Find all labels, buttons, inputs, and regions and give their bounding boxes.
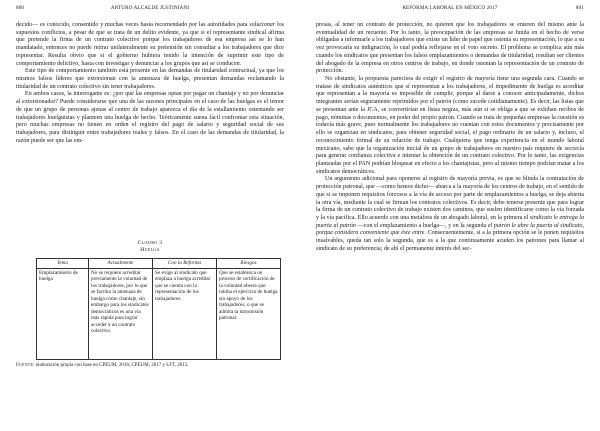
table-row (37, 268, 281, 359)
source-label: Fuente: (16, 363, 35, 368)
left-running-head (16, 5, 284, 15)
right-body-text (316, 22, 584, 254)
header-actualmente: Actualmente (89, 259, 153, 269)
left-paragraph-1: decido— es conocido, consentido y muchas veces hasta recomendado por las autoridades para solucionar los supuestos conflictos, a pesar de que se trata de un delito evidente, ya que si el representante sindical afirma que pretende la firma de un contrato colectivo porque los trabajadores de esa empresa así se lo han mandatado, entonces no puede retirar unilateralmente su pretensión sin consultar a los trabajadores que dice representar. Resulta obvio que si el gobierno hubiera tenido la intención de suprimir este tipo de comportamiento delictivo, hasta con investigar y denunciar a los grupos que así se conducen. (16, 22, 284, 67)
table-source-note (16, 363, 284, 369)
left-paragraph-3: En ambos casos, la interrogante es: ¿por qué las empresas optan por pagar un chantaje y no por denunciar al extorsionador? Puede considerarse que una de las razones principales en el caso de las huelgas es el temor de que un grupo de personas ajenas al centro de trabajo aparezca el día de la estallamiento ostentando ser trabajadores huelguistas y planteen una huelga de hecho. Teóricamente suena fácil confrontar esta situación, pero muchas empresas no tienen en orden el registro del pago de salario y seguridad social de sus trabajadores, para distinguir entre trabajadores reales y falsos. En el caso de las demandas de titularidad, la razón puede ser que las em- (16, 91, 284, 144)
left-body-text (16, 22, 284, 146)
table-header-row (37, 259, 281, 269)
cell-con-la-reforma: Se exige al sindicato que emplaza a huelga acreditar que se cuenta con la representación de los trabajadores. (153, 268, 217, 359)
right-running-head (316, 5, 584, 15)
cell-tema: Emplazamiento de huelga (37, 268, 89, 359)
right-running-title: REFORMA LABORAL EN MÉXICO 2017 (402, 5, 498, 11)
left-page-number: 800 (16, 5, 25, 11)
table-title: Huelga (140, 247, 160, 253)
right-page (316, 0, 584, 431)
cell-actualmente: No se requiere acreditar previamente la voluntad de los trabajadores, por lo que se facilita la amenaza de huelga como chantaje, sin embargo para los sindicatos democráticos es una vía más rápida para lograr acceder a un contrato colectivo. (89, 268, 153, 359)
header-riesgos: Riesgos (217, 259, 281, 269)
left-paragraph-2: Este tipo de comportamiento también está presente en las demandas de titularidad contractual, ya que los mismos falsos líderes que extorsionan con la amenaza de huelga, presentan demandas reclamando la titularidad de un contrato colectivo sin tener trabajadores. (16, 68, 284, 90)
right-paragraph-1: presas, al tener un contrato de protección, no quieren que los trabajadores se enteren del mismo ante la eventualidad de un recuento. Por lo tanto, la preocupación de las empresas se funda en el hecho de verse obligadas a informarle a los trabajadores que existe un líder de papel que ostenta su representación, lo que a su vez provocaría su indignación, lo cual podría reflejarse en el voto secreto. El problema se complica aún más cuando los sindicatos que presentan los falsos emplazamientos o demandas de titularidad, resultan ser clientes del abogado de la empresa en otros centros de trabajo, en donde ostentan la representación de un contrato de protección. (316, 22, 584, 75)
source-text: elaboración propia con base en CPEUM, 2016; CPEUM, 2017 y LFT, 2015. (35, 363, 189, 368)
right-paragraph-2: No obstante, la propuesta pareciera de exigir el registro de mayoría tiene una segunda cara. Cuando se tratase de sindicatos auténticos que sí representan a los trabajadores, el impedimento de huelga es acreditar que representan a la mayoría es imposible de cumplir, porque al darse a conocer anticipadamente, dichos integrantes serían seguramente reprimidos por el patrón (como sucede cotidianamente). Es decir, las listas que se presentan ante la JCA, se convertirían en listas negras, más aún si se obliga a que se exhiban recibos de pago, nóminas o documentos, en poder del propio patrón. Cuando se trata de pequeñas empresas la cuestión es todavía más grave, pues normalmente los trabajadores no cuentan con estos documentos y precisamente por ello se organizan en sindicatos, para obtener seguridad social, el pago ordinario de un salario y, incluso, el reconocimiento formal de su relación de trabajo. Cualquiera que tenga experiencia en el mundo laboral mexicano, sabe que la organización inicial de un grupo de trabajadores en nuestro país requiere de secrecía para generar confianza colectiva e intentar la obtención de un contrato colectivo. Por lo tanto, las exigencias planteadas por el PAN podrían bloquear en efecto a los chantajistas, pero al mismo tiempo podrían matar a los sindicatos democráticos. (316, 76, 584, 175)
table-number: Cuadro 3 (137, 240, 163, 246)
left-running-title: ARTURO ALCALDE JUSTINIANI (110, 5, 190, 11)
header-con-la-reforma: Con la Reforma (153, 259, 217, 269)
cell-riesgos: Que se establezca un proceso de certificación de la voluntad obrera que inhiba el ejercicio de huelga sin apoyo de los trabajadores, o que se admita la intromisión patronal. (217, 268, 281, 359)
header-tema: Tema (37, 259, 89, 269)
strike-table (36, 258, 281, 360)
right-paragraph-3: Un argumento adicional para oponerse al registro de mayoría previa, es que se blinda la contratación de protección patronal, que —como hemos dicho— abarca a la mayoría de los centros de trabajo, en el sentido de que si se imponen requisitos forzosos a la vía de acceso por parte de emplazamientos a huelga, se deja abierta la otra vía, mediante la cual se firman los contratos colectivos. Es decir, debe tenerse presente que para lograr la firma de un contrato colectivo de trabajo existen dos caminos, que suelen identificarse como la vía forzada y la vía pacífica. Ello acuerdo con una metáfora de un abogado laboral, en la primera el sindicato le entrega la puerta al patrón —con el emplazamiento a huelga—, y en la segunda el patrón le abre la puerta al sindicato, porque considera conveniente que éste entre. Consecuentemente, si a la primera opción se le ponen requisitos insalvables, queda tan solo la segunda, que es a la que continuamente acuden los patrones para llamar al sindicato de su preferencia; de ahí el permanente interés del sec- (316, 176, 584, 252)
left-page (16, 0, 284, 431)
right-page-number: 801 (575, 5, 584, 11)
table-caption (16, 240, 284, 254)
